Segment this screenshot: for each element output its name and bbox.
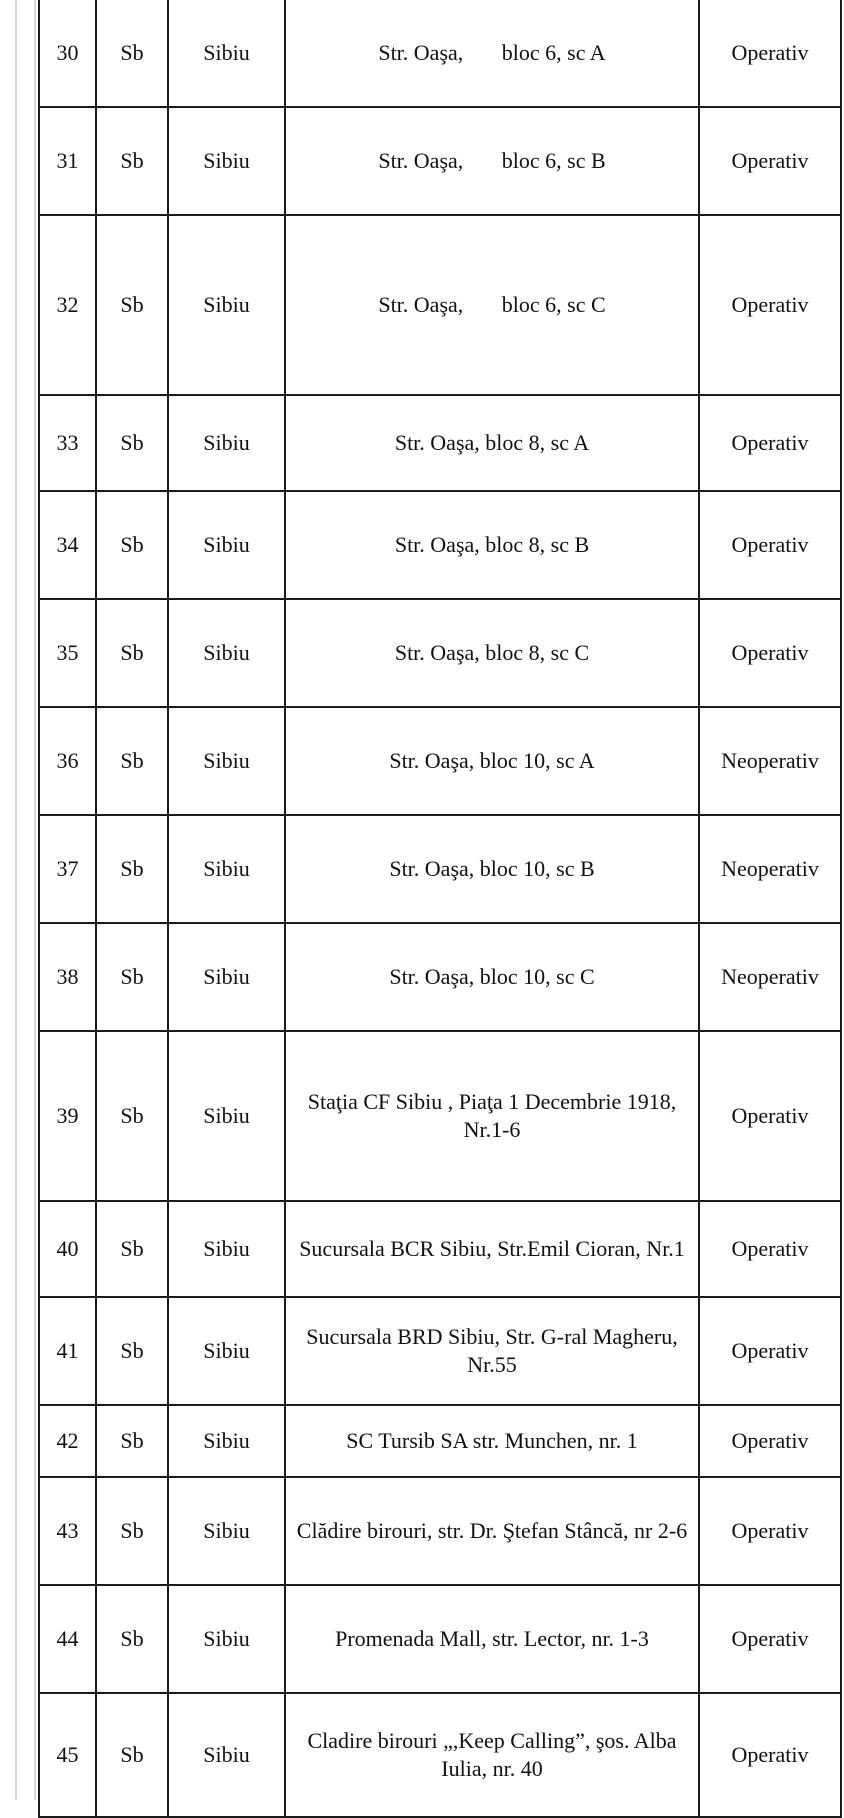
cell-stare: Operativ <box>699 215 841 395</box>
cell-localitate: Sibiu <box>168 815 285 923</box>
cell-stare: Operativ <box>699 491 841 599</box>
cell-stare: Operativ <box>699 1405 841 1477</box>
table-row <box>39 1693 841 1817</box>
cell-judet: Sb <box>96 1585 168 1693</box>
cell-nr: 40 <box>39 1201 96 1297</box>
cell-adresa: Str. Oaşa, bloc 6, sc A <box>285 0 699 107</box>
cell-stare: Operativ <box>699 1585 841 1693</box>
cell-judet: Sb <box>96 707 168 815</box>
cell-localitate: Sibiu <box>168 491 285 599</box>
table-row <box>39 1297 841 1405</box>
cell-nr: 39 <box>39 1031 96 1201</box>
cell-adresa: Sucursala BRD Sibiu, Str. G-ral Magheru, Nr.55 <box>285 1297 699 1405</box>
cell-localitate: Sibiu <box>168 0 285 107</box>
cell-stare: Operativ <box>699 1201 841 1297</box>
page-margin-line-outer <box>15 0 17 1800</box>
cell-judet: Sb <box>96 1477 168 1585</box>
cell-judet: Sb <box>96 0 168 107</box>
cell-judet: Sb <box>96 1405 168 1477</box>
cell-judet: Sb <box>96 1201 168 1297</box>
cell-judet: Sb <box>96 491 168 599</box>
cell-localitate: Sibiu <box>168 707 285 815</box>
cell-adresa: Str. Oaşa, bloc 10, sc A <box>285 707 699 815</box>
cell-adresa: Str. Oaşa, bloc 10, sc B <box>285 815 699 923</box>
cell-localitate: Sibiu <box>168 1405 285 1477</box>
cell-nr: 31 <box>39 107 96 215</box>
cell-nr: 30 <box>39 0 96 107</box>
cell-nr: 42 <box>39 1405 96 1477</box>
cell-nr: 45 <box>39 1693 96 1817</box>
sirens-status-table <box>38 0 842 1818</box>
cell-judet: Sb <box>96 107 168 215</box>
cell-adresa: Str. Oaşa, bloc 6, sc B <box>285 107 699 215</box>
cell-adresa: Str. Oaşa, bloc 8, sc C <box>285 599 699 707</box>
cell-nr: 34 <box>39 491 96 599</box>
cell-nr: 44 <box>39 1585 96 1693</box>
cell-localitate: Sibiu <box>168 1585 285 1693</box>
table-row <box>39 707 841 815</box>
cell-nr: 35 <box>39 599 96 707</box>
cell-nr: 32 <box>39 215 96 395</box>
cell-judet: Sb <box>96 1693 168 1817</box>
cell-stare: Operativ <box>699 107 841 215</box>
cell-judet: Sb <box>96 1297 168 1405</box>
table-row <box>39 395 841 491</box>
cell-localitate: Sibiu <box>168 1297 285 1405</box>
table-row <box>39 107 841 215</box>
cell-localitate: Sibiu <box>168 1477 285 1585</box>
cell-nr: 37 <box>39 815 96 923</box>
cell-stare: Operativ <box>699 0 841 107</box>
table-row <box>39 1201 841 1297</box>
cell-localitate: Sibiu <box>168 1031 285 1201</box>
cell-stare: Operativ <box>699 1031 841 1201</box>
cell-judet: Sb <box>96 1031 168 1201</box>
cell-adresa: Str. Oaşa, bloc 8, sc A <box>285 395 699 491</box>
table-row <box>39 1477 841 1585</box>
table-row <box>39 1585 841 1693</box>
cell-adresa: Str. Oaşa, bloc 10, sc C <box>285 923 699 1031</box>
table-row <box>39 923 841 1031</box>
cell-nr: 33 <box>39 395 96 491</box>
table-row <box>39 1405 841 1477</box>
table-row <box>39 215 841 395</box>
cell-stare: Operativ <box>699 1477 841 1585</box>
cell-nr: 43 <box>39 1477 96 1585</box>
page-margin-line-inner <box>34 0 36 1800</box>
cell-localitate: Sibiu <box>168 215 285 395</box>
cell-adresa: Str. Oaşa, bloc 6, sc C <box>285 215 699 395</box>
cell-nr: 41 <box>39 1297 96 1405</box>
cell-judet: Sb <box>96 599 168 707</box>
cell-localitate: Sibiu <box>168 1201 285 1297</box>
table-row <box>39 815 841 923</box>
cell-adresa: SC Tursib SA str. Munchen, nr. 1 <box>285 1405 699 1477</box>
cell-localitate: Sibiu <box>168 923 285 1031</box>
cell-adresa: Str. Oaşa, bloc 8, sc B <box>285 491 699 599</box>
cell-adresa: Sucursala BCR Sibiu, Str.Emil Cioran, Nr.1 <box>285 1201 699 1297</box>
cell-judet: Sb <box>96 215 168 395</box>
table-row <box>39 491 841 599</box>
cell-judet: Sb <box>96 923 168 1031</box>
table-row <box>39 599 841 707</box>
table-row <box>39 0 841 107</box>
cell-localitate: Sibiu <box>168 107 285 215</box>
cell-localitate: Sibiu <box>168 599 285 707</box>
cell-judet: Sb <box>96 815 168 923</box>
cell-stare: Operativ <box>699 599 841 707</box>
cell-adresa: Staţia CF Sibiu , Piaţa 1 Decembrie 1918, Nr.1-6 <box>285 1031 699 1201</box>
cell-stare: Operativ <box>699 1693 841 1817</box>
cell-adresa: Cladire birouri „,Keep Calling”, şos. Alba Iulia, nr. 40 <box>285 1693 699 1817</box>
cell-stare: Neoperativ <box>699 815 841 923</box>
cell-adresa: Promenada Mall, str. Lector, nr. 1-3 <box>285 1585 699 1693</box>
cell-nr: 38 <box>39 923 96 1031</box>
cell-localitate: Sibiu <box>168 1693 285 1817</box>
table-row <box>39 1031 841 1201</box>
cell-stare: Operativ <box>699 1297 841 1405</box>
cell-judet: Sb <box>96 395 168 491</box>
cell-stare: Neoperativ <box>699 923 841 1031</box>
cell-adresa: Clădire birouri, str. Dr. Ştefan Stâncă, nr 2-6 <box>285 1477 699 1585</box>
cell-stare: Operativ <box>699 395 841 491</box>
cell-localitate: Sibiu <box>168 395 285 491</box>
cell-nr: 36 <box>39 707 96 815</box>
cell-stare: Neoperativ <box>699 707 841 815</box>
